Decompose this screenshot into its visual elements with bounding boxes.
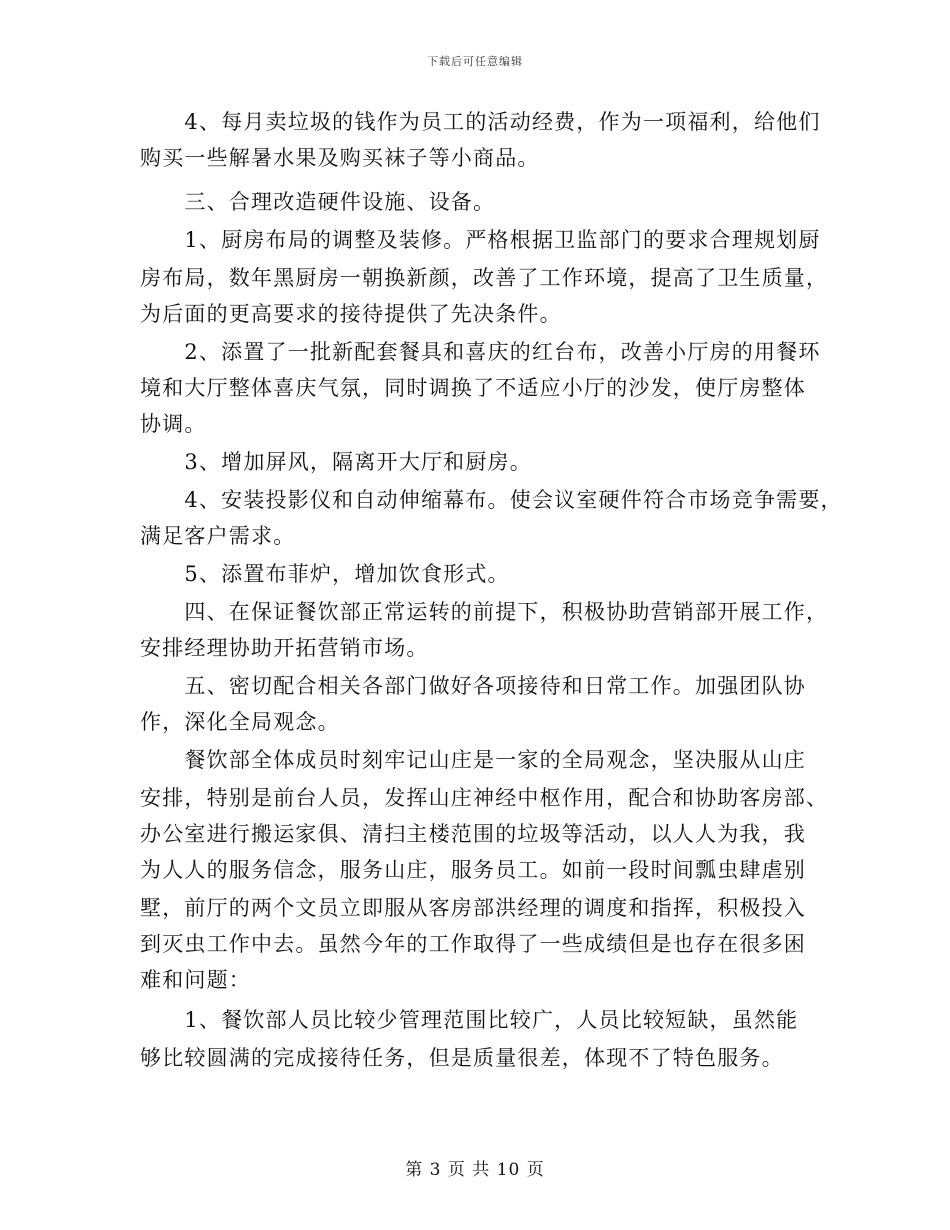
text-line: 安排经理协助开拓营销市场。 [140, 636, 429, 660]
text-line: 协调。 [140, 412, 207, 436]
text-line: 3、增加屏风，隔离开大厅和厨房。 [140, 450, 532, 474]
text-line: 作，深化全局观念。 [140, 710, 340, 734]
text-line: 四、在保证餐饮部正常运转的前提下，积极协助营销部开展工作， [140, 600, 829, 624]
text-line: 餐饮部全体成员时刻牢记山庄是一家的全局观念，坚决服从山庄 [140, 748, 806, 772]
text-line: 1、厨房布局的调整及装修。严格根据卫监部门的要求合理规划厨 [140, 228, 821, 252]
text-line: 5、添置布菲炉，增加饮食形式。 [140, 562, 510, 586]
text-line: 五、密切配合相关各部门做好各项接待和日常工作。加强团队协 [140, 674, 806, 698]
text-line: 境和大厅整体喜庆气氛，同时调换了不适应小厅的沙发，使厅房整体 [140, 376, 806, 400]
text-line: 办公室进行搬运家俱、清扫主楼范围的垃圾等活动，以人人为我，我 [140, 822, 806, 846]
text-line: 1、餐饮部人员比较少管理范围比较广，人员比较短缺，虽然能 [140, 1008, 799, 1032]
page-number: 第 3 页 共 10 页 [405, 1160, 545, 1180]
text-line: 到灭虫工作中去。虽然今年的工作取得了一些成绩但是也存在很多困 [140, 932, 806, 956]
text-line: 房布局，数年黑厨房一朝换新颜，改善了工作环境，提高了卫生质量， [140, 266, 829, 290]
text-line: 2、添置了一批新配套餐具和喜庆的红台布，改善小厅房的用餐环 [140, 340, 821, 364]
text-line: 4、安装投影仪和自动伸缩幕布。使会议室硬件符合市场竞争需要， [140, 488, 843, 512]
text-line: 墅，前厅的两个文员立即服从客房部洪经理的调度和指挥，积极投入 [140, 896, 806, 920]
text-line: 为后面的更高要求的接待提供了先决条件。 [140, 302, 562, 326]
text-line: 为人人的服务信念，服务山庄，服务员工。如前一段时间瓢虫肆虐别 [140, 858, 806, 882]
text-line: 满足客户需求。 [140, 524, 296, 548]
text-line: 难和问题： [140, 968, 251, 992]
text-line: 三、合理改造硬件设施、设备。 [140, 190, 496, 214]
text-line: 够比较圆满的完成接待任务，但是质量很差，体现不了特色服务。 [140, 1046, 784, 1070]
text-line: 4、每月卖垃圾的钱作为员工的活动经费，作为一项福利，给他们 [140, 110, 821, 134]
page-header: 下载后可任意编辑 [427, 55, 523, 68]
text-line: 安排，特别是前台人员，发挥山庄神经中枢作用，配合和协助客房部、 [140, 786, 829, 810]
text-line: 购买一些解暑水果及购买袜子等小商品。 [140, 146, 540, 170]
